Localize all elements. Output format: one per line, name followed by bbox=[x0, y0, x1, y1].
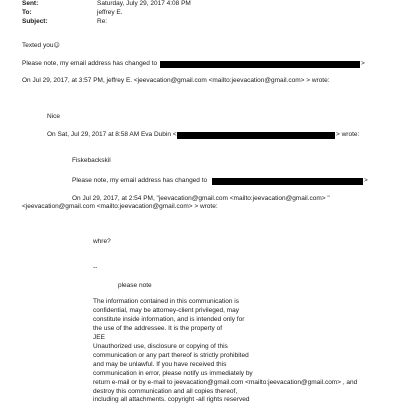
sent-label: Sent: bbox=[22, 0, 39, 7]
quote-header-3-line-2: <jeevacation@gmail.com <mailto:jeevacation@gmail.com> > wrote: bbox=[22, 203, 218, 210]
subject-label: Subject: bbox=[22, 18, 48, 25]
to-label: To: bbox=[22, 9, 32, 16]
quote-header-3-line-1: On Jul 29, 2017, at 2:54 PM, "jeevacation@gmail.com <mailto:jeevacation@gmail.com> " bbox=[72, 195, 330, 202]
disclaimer-line: constitute inside information, and is intended only for bbox=[93, 316, 245, 323]
disclaimer-line: communication in error, please notify us immediately by bbox=[93, 370, 253, 377]
subject-value: Re: bbox=[97, 18, 108, 25]
quote-header-2-end: > wrote: bbox=[336, 131, 360, 138]
redaction-bar-3 bbox=[212, 178, 363, 185]
redaction-1-arrow: > bbox=[361, 60, 365, 67]
disclaimer-line: the use of the addressee. It is the property of bbox=[93, 325, 222, 332]
nice-text: Nice bbox=[47, 113, 61, 120]
to-value: jeffrey E. bbox=[97, 9, 123, 16]
disclaimer-line: confidential, may be attorney-client privileged, may bbox=[93, 307, 239, 314]
whre-text: whre? bbox=[93, 238, 111, 245]
disclaimer-line: return e-mail or by e-mail to jeevacation@gmail.com <mailto:jeevacation@gmail.com> , and bbox=[93, 379, 358, 386]
disclaimer-line: including all attachments. copyright -all rights reserved bbox=[93, 396, 250, 403]
disclaimer-line: The information contained in this communication is bbox=[93, 298, 239, 305]
disclaimer-line: destroy this communication and all copies thereof, bbox=[93, 388, 238, 395]
redaction-bar-1 bbox=[160, 61, 360, 68]
sent-value: Saturday, July 29, 2017 4:08 PM bbox=[97, 0, 191, 7]
disclaimer-line: Unauthorized use, disclosure or copying of this bbox=[93, 343, 228, 350]
disclaimer-line: communication or any part thereof is strictly prohibited bbox=[93, 352, 249, 359]
please-note-lower: please note bbox=[118, 282, 152, 289]
texted-line bbox=[22, 42, 60, 51]
disclaimer-line: and may be unlawful. If you have received this bbox=[93, 361, 227, 368]
disclaimer-line: JEE bbox=[93, 334, 105, 341]
redaction-bar-2 bbox=[177, 132, 335, 139]
quote-header-2-start: On Sat, Jul 29, 2017 at 8:58 AM Eva Dubin < bbox=[47, 131, 177, 138]
redaction-3-arrow: > bbox=[364, 177, 368, 184]
dashes-text: -- bbox=[93, 264, 98, 271]
please-note-line-1: Please note, my email address has changed to bbox=[22, 60, 158, 67]
smiley-icon: ☺ bbox=[53, 42, 60, 49]
please-note-line-2: Please note, my email address has changed to bbox=[72, 177, 208, 184]
fiske-text: Fiskebackskil bbox=[72, 157, 111, 164]
texted-text: Texted you bbox=[22, 42, 54, 49]
quote-header-1: On Jul 29, 2017, at 3:57 PM, jeffrey E. <jeevacation@gmail.com <mailto:jeevacation@gmail.com> > wrote: bbox=[22, 77, 330, 84]
